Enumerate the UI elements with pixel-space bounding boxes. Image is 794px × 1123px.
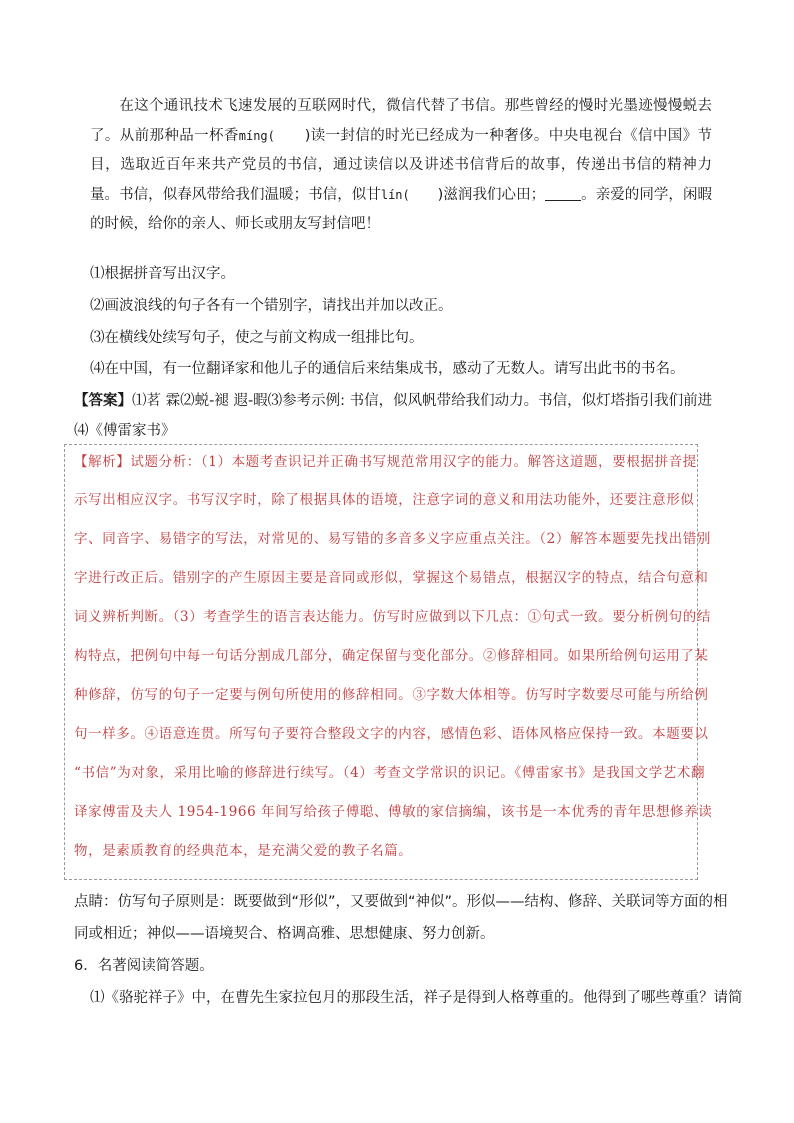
question-4: ⑷在中国，有一位翻译家和他儿子的通信后来结集成书，感动了无数人。请写出此书的书名。 bbox=[90, 361, 685, 377]
answer-text-1: ⑴茗 霖⑵蜕-褪 遐-暇⑶参考示例: 书信，似风帆带给我们动力。书信，似灯塔指引我们前进 bbox=[132, 393, 713, 409]
analysis-line-3: 字、同音字、易错字的写法，对常见的、易写错的多音多义字应重点关注。（2）解答本题要先找出错别 bbox=[74, 531, 711, 547]
pinyin-lin: lín( bbox=[380, 187, 410, 202]
analysis-line-7: 种修辞，仿写的句子一定要与例句所使用的修辞相同。③字数大体相等。仿写时字数要尽可能与所给例 bbox=[74, 687, 709, 703]
passage-text-3: )滋润我们心田； bbox=[409, 186, 546, 203]
analysis-line-6: 构特点，把例句中每一句话分割成几部分，确定保留与变化部分。②修辞相同。如果所给例句运用了某 bbox=[74, 648, 709, 664]
answer-tag: 【答案】 bbox=[74, 393, 132, 409]
q6-title: 6．名著阅读简答题。 bbox=[74, 958, 214, 974]
answer-line-1 bbox=[74, 389, 712, 410]
fill-blank-line bbox=[545, 186, 581, 201]
passage-paragraph bbox=[90, 92, 712, 240]
analysis-line-1: 【解析】试题分析：（1）本题考查识记并正确书写规范常用汉字的能力。解答这道题，要根据拼音提 bbox=[74, 454, 697, 470]
analysis-line-10: 译家傅雷及夫人 1954-1966 年间写给孩子傅聪、傅敏的家信摘编，该书是一本优秀的青年思想修养读 bbox=[74, 804, 713, 820]
question-2: ⑵画波浪线的句子各有一个错别字，请找出并加以改正。 bbox=[90, 298, 453, 314]
analysis-line-4: 字进行改正后。错别字的产生原因主要是音同或形似，掌握这个易错点，根据汉字的特点，结合句意和 bbox=[74, 570, 709, 586]
pinyin-ming: míng( bbox=[238, 128, 275, 143]
passage-text-2: )读一封信的时光已经成为一种奢侈。中央电视台《信中国》节目，选取近百年来共产党员的书信，通过读信以及讲述书信背后的故事，传递出书信的精神力量。书信，似春风带给我们温暖；书信，似甘 bbox=[90, 127, 713, 203]
q6-question-1: ⑴《骆驼祥子》中，在曹先生家拉包月的那段生活，祥子是得到人格尊重的。他得到了哪些尊重？请简 bbox=[90, 990, 743, 1006]
tips-line-2: 同或相近；神似——语境契合、格调高雅、思想健康、努力创新。 bbox=[74, 926, 495, 942]
analysis-line-2: 示写出相应汉字。书写汉字时，除了根据具体的语境，注意字词的意义和用法功能外，还要注意形似 bbox=[74, 492, 695, 508]
passage-text-1: 在这个通讯技术飞速发展的互联网时代，微信代替了书信。那些曾经的慢时光墨迹慢慢蜕去了。从前那种品一杯香 bbox=[90, 98, 712, 144]
question-1: ⑴根据拼音写出汉字。 bbox=[90, 266, 235, 282]
question-3: ⑶在横线处续写句子，使之与前文构成一组排比句。 bbox=[90, 330, 424, 346]
tips-line-1: 点睛：仿写句子原则是：既要做到“形似”，又要做到“神似”。形似——结构、修辞、关联词等方面的相 bbox=[74, 894, 728, 910]
analysis-line-8: 句一样多。④语意连贯。所写句子要符合整段文字的内容，感情色彩、语体风格应保持一致。本题要以 bbox=[74, 726, 709, 742]
answer-line-2: ⑷《傅雷家书》 bbox=[74, 423, 176, 439]
passage-text-4: 。亲爱的同学，闲暇的时候，给你的亲人、师长或朋友写封信吧！ bbox=[90, 186, 713, 232]
analysis-tag: 【解析】 bbox=[74, 454, 131, 470]
analysis-line-9: “书信”为对象，采用比喻的修辞进行续写。（4）考查文学常识的识记。《傅雷家书》是我国文学艺术翻 bbox=[74, 765, 706, 781]
analysis-line-11: 物，是素质教育的经典范本，是充满父爱的教子名篇。 bbox=[74, 843, 413, 859]
analysis-line-5: 词义辨析判断。（3）考查学生的语言表达能力。仿写时应做到以下几点：①句式一致。要分析例句的结 bbox=[74, 609, 711, 625]
